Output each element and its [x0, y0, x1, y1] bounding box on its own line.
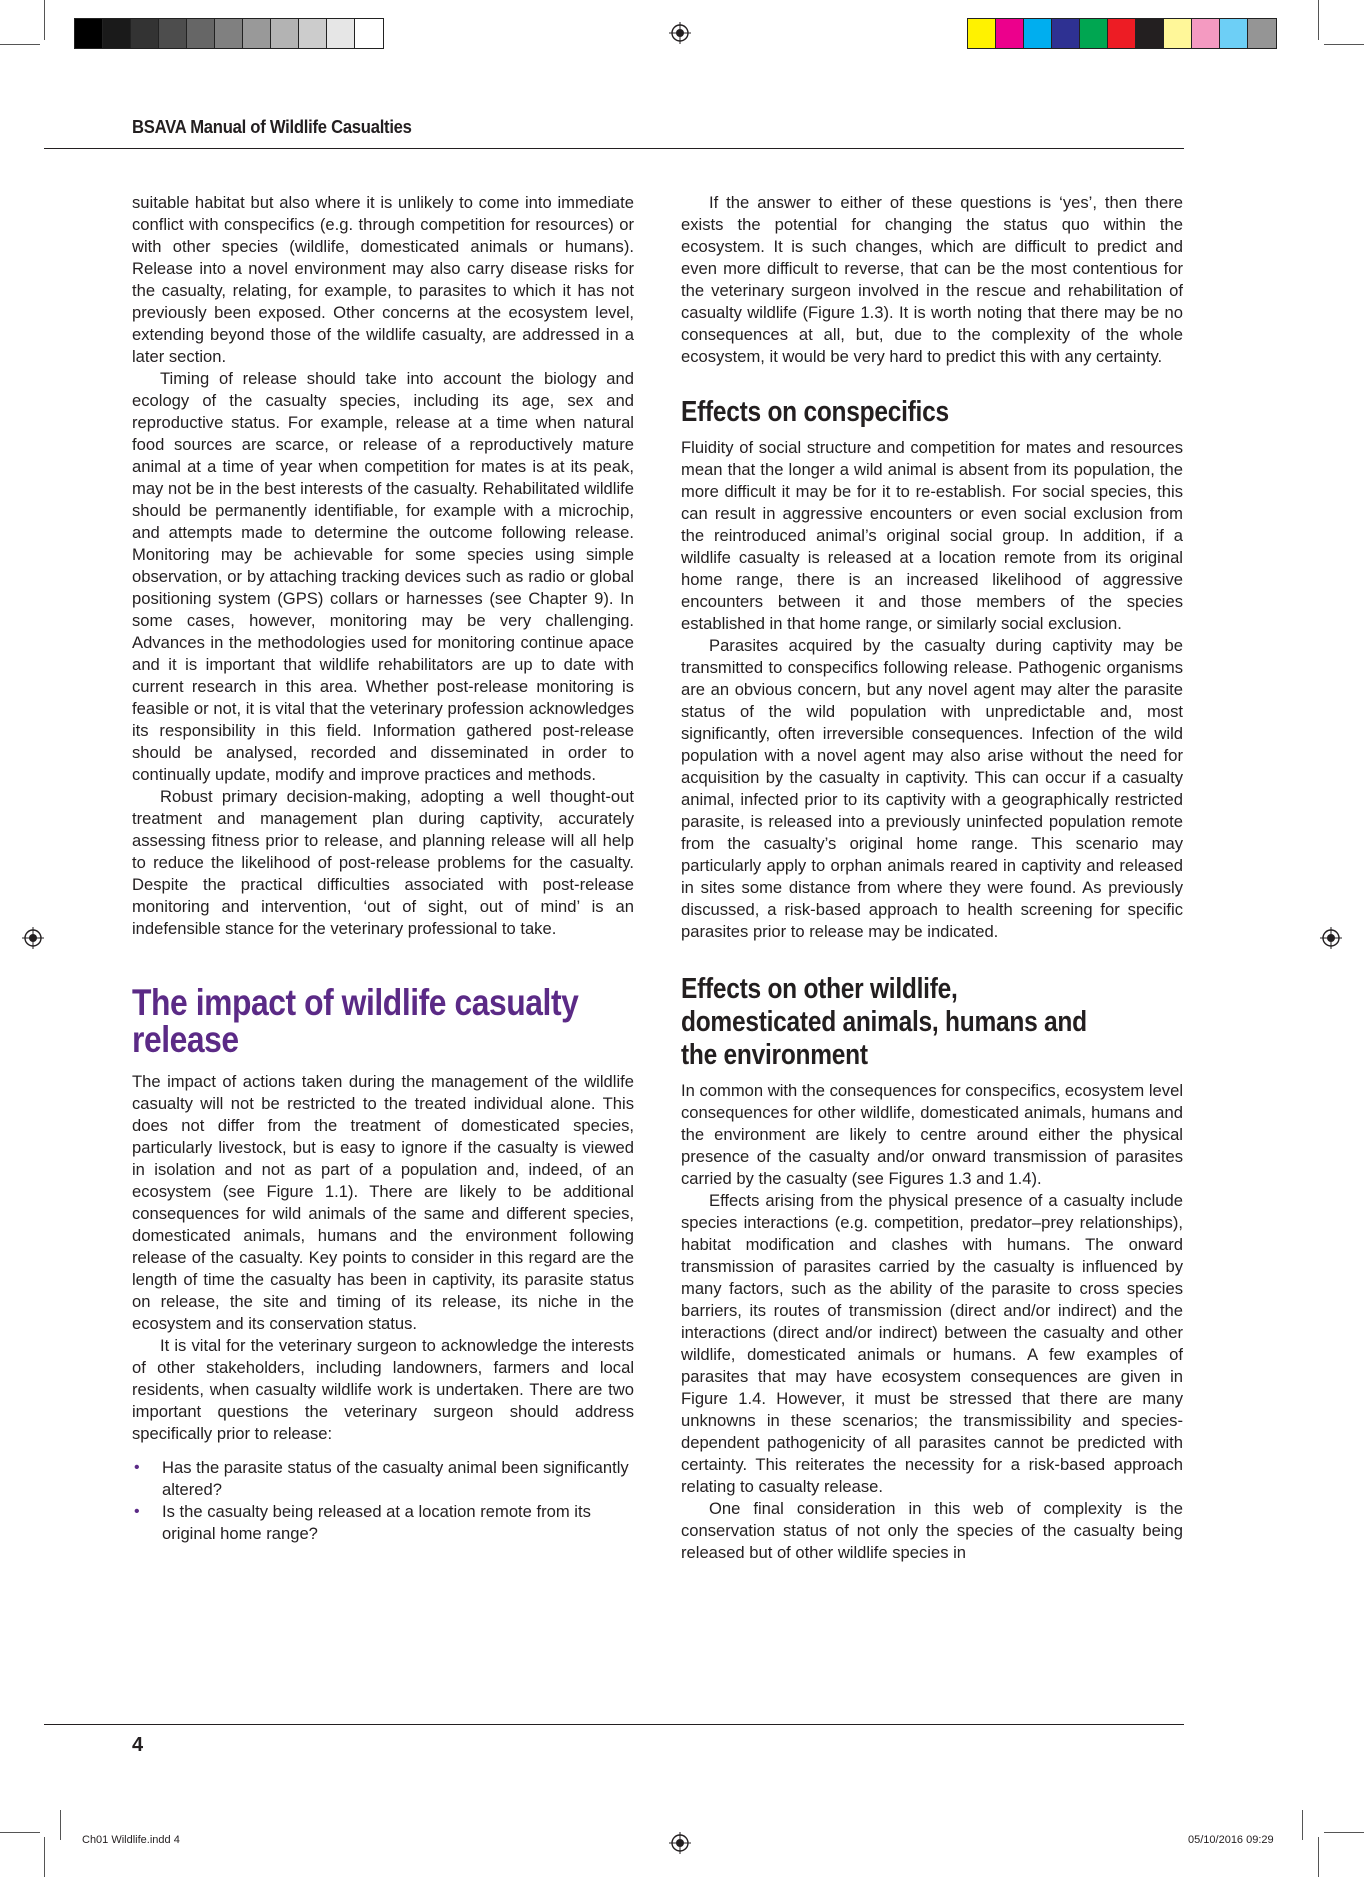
- slug-filename: Ch01 Wildlife.indd 4: [82, 1834, 180, 1846]
- running-head: BSAVA Manual of Wildlife Casualties: [132, 116, 412, 137]
- color-swatch: [355, 19, 383, 48]
- color-swatch: [1052, 19, 1080, 48]
- subsection-heading: Effects on other wildlife, domesticated animals, humans and the environment: [681, 973, 1087, 1071]
- grayscale-color-bar: [74, 18, 384, 49]
- body-paragraph: One final consideration in this web of complexity is the conservation status of not only the species of the casualty being released but of other wildlife species in: [681, 1499, 1183, 1562]
- color-swatch: [243, 19, 271, 48]
- registration-mark-icon: [669, 1832, 691, 1854]
- crop-mark: [44, 0, 45, 40]
- color-swatch: [1220, 19, 1248, 48]
- body-paragraph: Effects arising from the physical presence of a casualty include species interactions (e.g. competition, predator–prey relationships), habitat modification and clashes with humans. The onward transmission of parasites carried by the casualty is influenced by many factors, such as the ability of the parasite to cross species barriers, its routes of transmission (direct and/or indirect) and the interactions (direct and/or indirect) between the casualty and other wildlife, domesticated animals or humans. A few examples of parasites that may have ecosystem consequences are given in Figure 1.4. However, it must be stressed that there are many unknowns in these scenarios; the transmissibility and species-dependent pathogenicity of all parasites cannot be predicted with certainty. This reiterates the necessity for a risk-based approach relating to casualty release.: [681, 1191, 1183, 1496]
- color-swatch: [1108, 19, 1136, 48]
- body-paragraph: The impact of actions taken during the management of the wildlife casualty will not be restricted to the treated individual alone. This does not differ from the treatment of domesticated species, particularly livestock, but is easy to ignore if the casualty is viewed in isolation and not as part of a population and, indeed, of an ecosystem (see Figure 1.1). There are likely to be additional consequences for wild animals of the same and different species, domesticated animals, humans and the environment following release of the casualty. Key points to consider in this regard are the length of time the casualty has been in captivity, its parasite status on release, the site and timing of its release, its niche in the ecosystem and its conservation status.: [132, 1072, 634, 1333]
- color-swatch: [159, 19, 187, 48]
- body-paragraph: suitable habitat but also where it is unlikely to come into immediate conflict with conspecifics (e.g. through competition for resources) or with other species (wildlife, domesticated animals or humans). Release into a novel environment may also carry disease risks for the casualty, relating, for example, to parasites to which it has not previously been exposed. Other concerns at the ecosystem level, extending beyond those of the wildlife casualty, are addressed in a later section.: [132, 193, 634, 366]
- crop-mark: [1318, 0, 1319, 40]
- crop-mark: [60, 1810, 61, 1840]
- color-swatch: [1248, 19, 1276, 48]
- color-swatch: [131, 19, 159, 48]
- color-swatch: [996, 19, 1024, 48]
- crop-mark: [1302, 1810, 1303, 1840]
- crop-mark: [0, 44, 40, 45]
- color-swatch: [1024, 19, 1052, 48]
- crop-mark: [0, 1832, 40, 1833]
- color-swatch: [299, 19, 327, 48]
- body-paragraph: Timing of release should take into account the biology and ecology of the casualty species, including its age, sex and reproductive status. For example, release at a time when natural food sources are scarce, or release of a reproductively mature animal at a time of year when competition for mates is at its peak, may not be in the best interests of the casualty. Rehabilitated wildlife should be permanently identifiable, for example with a microchip, and attempts made to determine the outcome following release. Monitoring may be achievable for some species using simple observation, or by attaching tracking devices such as radio or global positioning system (GPS) collars or harnesses (see Chapter 9). In some cases, however, monitoring may be very challenging. Advances in the methodologies used for monitoring continue apace and it is important that wildlife rehabilitators are up to date with current research in this area. Whether post-release monitoring is feasible or not, it is vital that the veterinary profession acknowledges its responsibility in this field. Information gathered post-release should be analysed, recorded and disseminated in order to continually update, modify and improve practices and methods.: [132, 369, 634, 784]
- body-paragraph: Parasites acquired by the casualty during captivity may be transmitted to conspecifics following release. Pathogenic organisms are an obvious concern, but any novel agent may alter the parasite status of the wild population with unpredictable and, most significantly, often irreversible consequences. Infection of the wild population with a novel agent may also arise without the need for acquisition by the casualty in captivity. This can occur if a casualty animal, infected prior to its captivity with a geographically restricted parasite, is released into a previously uninfected population remote from the casualty’s original home range. This scenario may particularly apply to orphan animals reared in captivity and released in sites some distance from where they were found. As previously discussed, a risk-based approach to health screening for specific parasites prior to release may be indicated.: [681, 636, 1183, 941]
- crop-mark: [44, 1837, 45, 1877]
- right-column: [681, 192, 1183, 1564]
- registration-mark-icon: [22, 927, 44, 949]
- page-number: 4: [132, 1734, 144, 1756]
- registration-mark-icon: [669, 22, 691, 44]
- bullet-icon: •: [134, 1459, 140, 1476]
- slug-timestamp: 05/10/2016 09:29: [1188, 1834, 1274, 1846]
- body-paragraph: In common with the consequences for conspecifics, ecosystem level consequences for other wildlife, domesticated animals, humans and the environment are likely to centre around either the physical presence of the casualty and/or onward transmission of parasites carried by the casualty (see Figures 1.3 and 1.4).: [681, 1081, 1183, 1188]
- color-swatch: [75, 19, 103, 48]
- bullet-icon: •: [134, 1503, 140, 1520]
- subsection-heading: Effects on conspecifics: [681, 396, 949, 428]
- crop-mark: [1324, 44, 1364, 45]
- bullet-list: [132, 1457, 634, 1545]
- color-swatch: [1080, 19, 1108, 48]
- footer-rule: [44, 1724, 1184, 1725]
- crop-mark: [1318, 1837, 1319, 1877]
- body-paragraph: If the answer to either of these questions is ‘yes’, then there exists the potential for changing the status quo within the ecosystem. It is such changes, which are difficult to predict and even more difficult to reverse, that can be the most contentious for the veterinary surgeon involved in the rescue and rehabilitation of casualty wildlife (Figure 1.3). It is worth noting that there may be no consequences at all, but, due to the complexity of the whole ecosystem, it would be very hard to predict this with any certainty.: [681, 193, 1183, 366]
- color-swatch: [215, 19, 243, 48]
- registration-mark-icon: [1320, 927, 1342, 949]
- body-paragraph: Fluidity of social structure and competition for mates and resources mean that the longer a wild animal is absent from its population, the more difficult it may be for it to re-establish. For social species, this can result in aggressive encounters or even social exclusion from the reintroduced animal’s original social group. In addition, if a wildlife casualty is released at a location remote from its original home range, there is an increased likelihood of aggressive encounters between it and those members of the species established in that home range, or similarly social exclusion.: [681, 438, 1183, 633]
- left-column: [132, 192, 634, 1545]
- header-rule: [44, 148, 1184, 149]
- crop-mark: [1324, 1832, 1364, 1833]
- color-swatch: [1192, 19, 1220, 48]
- color-swatch: [968, 19, 996, 48]
- color-swatch: [271, 19, 299, 48]
- body-paragraph: It is vital for the veterinary surgeon to acknowledge the interests of other stakeholders, including landowners, farmers and local residents, when casualty wildlife work is undertaken. There are two important questions the veterinary surgeon should address specifically prior to release:: [132, 1336, 634, 1443]
- color-swatch: [187, 19, 215, 48]
- section-heading: The impact of wildlife casualty release: [132, 982, 579, 1060]
- color-swatch: [103, 19, 131, 48]
- color-swatch: [1164, 19, 1192, 48]
- list-item: • Is the casualty being released at a location remote from its original home range?: [134, 1502, 591, 1543]
- process-color-bar: [967, 18, 1277, 49]
- color-swatch: [327, 19, 355, 48]
- color-swatch: [1136, 19, 1164, 48]
- list-item: • Has the parasite status of the casualty animal been significantly altered?: [134, 1458, 629, 1499]
- body-paragraph: Robust primary decision-making, adopting a well thought-out treatment and management plan during captivity, accurately assessing fitness prior to release, and planning release will all help to reduce the likelihood of post-release problems for the casualty. Despite the practical difficulties associated with post-release monitoring and intervention, ‘out of sight, out of mind’ is an indefensible stance for the veterinary professional to take.: [132, 787, 634, 938]
